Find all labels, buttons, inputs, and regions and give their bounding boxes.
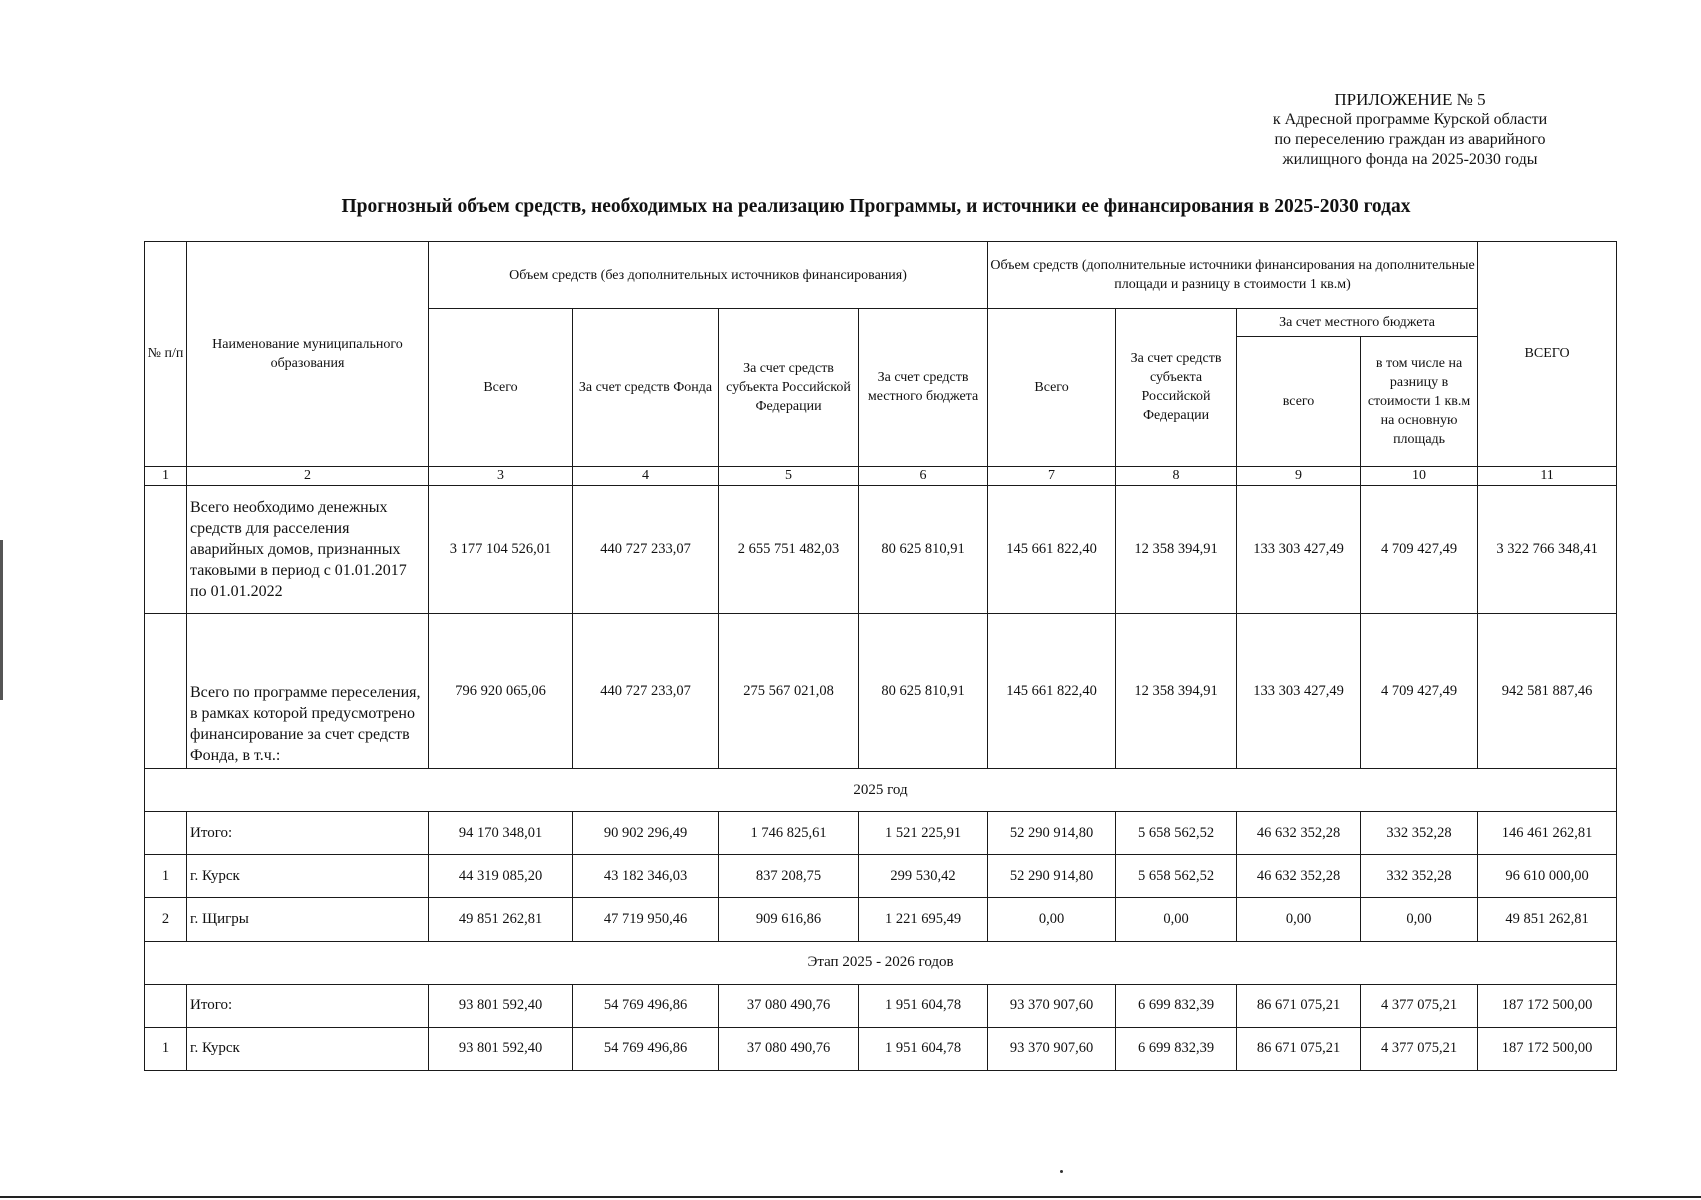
- value-cell: 332 352,28: [1361, 812, 1478, 855]
- scan-edge-mark: [0, 540, 3, 700]
- header-g2-local-group: За счет местного бюджета: [1237, 309, 1478, 337]
- value-cell: 54 769 496,86: [573, 1027, 719, 1070]
- header-g1-subject: За счет средств субъекта Российской Федерации: [719, 309, 859, 466]
- table-row: [145, 1027, 1617, 1070]
- value-cell: 94 170 348,01: [429, 812, 573, 855]
- value-cell: 942 581 887,46: [1478, 613, 1617, 768]
- value-cell: 0,00: [1361, 898, 1478, 941]
- column-number: 2: [187, 466, 429, 485]
- value-cell: 187 172 500,00: [1478, 984, 1617, 1027]
- value-cell: 4 709 427,49: [1361, 485, 1478, 613]
- value-cell: 12 358 394,91: [1116, 613, 1237, 768]
- header-g2-local-diff: в том числе на разницу в стоимости 1 кв.м на основную площадь: [1361, 337, 1478, 466]
- row-number: [145, 485, 187, 613]
- value-cell: 0,00: [1237, 898, 1361, 941]
- document-title: Прогнозный объем средств, необходимых на реализацию Программы, и источники ее финансирования в 2025-2030 годах: [341, 196, 1411, 217]
- page-bottom-edge: [0, 1196, 1701, 1198]
- value-cell: 90 902 296,49: [573, 812, 719, 855]
- value-cell: 133 303 427,49: [1237, 613, 1361, 768]
- value-cell: 187 172 500,00: [1478, 1027, 1617, 1070]
- value-cell: 837 208,75: [719, 855, 859, 898]
- value-cell: 0,00: [1116, 898, 1237, 941]
- value-cell: 93 801 592,40: [429, 1027, 573, 1070]
- value-cell: 0,00: [988, 898, 1116, 941]
- value-cell: 6 699 832,39: [1116, 984, 1237, 1027]
- row-number: [145, 984, 187, 1027]
- value-cell: 80 625 810,91: [859, 485, 988, 613]
- row-number: 1: [145, 1027, 187, 1070]
- value-cell: 93 801 592,40: [429, 984, 573, 1027]
- table-row: [145, 898, 1617, 941]
- value-cell: 133 303 427,49: [1237, 485, 1361, 613]
- header-g1-total: Всего: [429, 309, 573, 466]
- row-name: Всего необходимо денежных средств для расселения аварийных домов, признанных таковыми в период с 01.01.2017 по 01.01.2022: [187, 485, 429, 613]
- column-number: 5: [719, 466, 859, 485]
- value-cell: 440 727 233,07: [573, 613, 719, 768]
- value-cell: 93 370 907,60: [988, 984, 1116, 1027]
- value-cell: 1 221 695,49: [859, 898, 988, 941]
- value-cell: 1 951 604,78: [859, 1027, 988, 1070]
- value-cell: 1 521 225,91: [859, 812, 988, 855]
- header-g2-subject: За счет средств субъекта Российской Федерации: [1116, 309, 1237, 466]
- section-title: 2025 год: [145, 769, 1617, 812]
- header-total: ВСЕГО: [1478, 242, 1617, 467]
- section-row: [145, 769, 1617, 812]
- value-cell: 12 358 394,91: [1116, 485, 1237, 613]
- column-number: 1: [145, 466, 187, 485]
- row-name: Итого:: [187, 812, 429, 855]
- value-cell: 146 461 262,81: [1478, 812, 1617, 855]
- value-cell: 5 658 562,52: [1116, 855, 1237, 898]
- summary-row: [145, 485, 1617, 613]
- column-number: 11: [1478, 466, 1617, 485]
- appendix-line: по переселению граждан из аварийного: [1274, 131, 1546, 148]
- value-cell: 796 920 065,06: [429, 613, 573, 768]
- column-number-row: [145, 466, 1617, 485]
- value-cell: 43 182 346,03: [573, 855, 719, 898]
- value-cell: 47 719 950,46: [573, 898, 719, 941]
- row-name: Итого:: [187, 984, 429, 1027]
- appendix-line: к Адресной программе Курской области: [1272, 111, 1548, 128]
- value-cell: 46 632 352,28: [1237, 855, 1361, 898]
- value-cell: 145 661 822,40: [988, 613, 1116, 768]
- header-g1-fund: За счет средств Фонда: [573, 309, 719, 466]
- appendix-header: [1240, 90, 1580, 170]
- value-cell: 54 769 496,86: [573, 984, 719, 1027]
- value-cell: 52 290 914,80: [988, 812, 1116, 855]
- table-row: [145, 984, 1617, 1027]
- section-row: [145, 941, 1617, 984]
- row-name: г. Щигры: [187, 898, 429, 941]
- column-number: 10: [1361, 466, 1478, 485]
- header-group-main: Объем средств (без дополнительных источников финансирования): [429, 242, 988, 309]
- section-title: Этап 2025 - 2026 годов: [145, 941, 1617, 984]
- value-cell: 299 530,42: [859, 855, 988, 898]
- value-cell: 49 851 262,81: [429, 898, 573, 941]
- value-cell: 86 671 075,21: [1237, 984, 1361, 1027]
- value-cell: 4 377 075,21: [1361, 984, 1478, 1027]
- header-name: Наименование муниципального образования: [187, 242, 429, 467]
- value-cell: 440 727 233,07: [573, 485, 719, 613]
- value-cell: 37 080 490,76: [719, 984, 859, 1027]
- row-number: [145, 812, 187, 855]
- value-cell: 96 610 000,00: [1478, 855, 1617, 898]
- value-cell: 145 661 822,40: [988, 485, 1116, 613]
- header-num: № п/п: [145, 242, 187, 467]
- value-cell: 3 177 104 526,01: [429, 485, 573, 613]
- value-cell: 86 671 075,21: [1237, 1027, 1361, 1070]
- row-name: г. Курск: [187, 1027, 429, 1070]
- column-number: 3: [429, 466, 573, 485]
- summary-row: [145, 613, 1617, 768]
- header-g2-local-all: всего: [1237, 337, 1361, 466]
- financing-table: [144, 241, 1617, 1071]
- value-cell: 4 377 075,21: [1361, 1027, 1478, 1070]
- value-cell: 909 616,86: [719, 898, 859, 941]
- value-cell: 49 851 262,81: [1478, 898, 1617, 941]
- appendix-number: ПРИЛОЖЕНИЕ № 5: [1334, 90, 1486, 109]
- value-cell: 1 746 825,61: [719, 812, 859, 855]
- row-name: г. Курск: [187, 855, 429, 898]
- value-cell: 93 370 907,60: [988, 1027, 1116, 1070]
- row-name: Всего по программе переселения, в рамках которой предусмотрено финансирование за счет средств Фонда, в т.ч.:: [187, 613, 429, 768]
- value-cell: 37 080 490,76: [719, 1027, 859, 1070]
- header-g1-local: За счет средств местного бюджета: [859, 309, 988, 466]
- value-cell: 275 567 021,08: [719, 613, 859, 768]
- column-number: 8: [1116, 466, 1237, 485]
- column-number: 6: [859, 466, 988, 485]
- column-number: 7: [988, 466, 1116, 485]
- value-cell: 44 319 085,20: [429, 855, 573, 898]
- appendix-line: жилищного фонда на 2025-2030 годы: [1282, 151, 1538, 168]
- value-cell: 4 709 427,49: [1361, 613, 1478, 768]
- value-cell: 3 322 766 348,41: [1478, 485, 1617, 613]
- value-cell: 46 632 352,28: [1237, 812, 1361, 855]
- table-row: [145, 812, 1617, 855]
- value-cell: 332 352,28: [1361, 855, 1478, 898]
- table-row: [145, 855, 1617, 898]
- column-number: 4: [573, 466, 719, 485]
- value-cell: 52 290 914,80: [988, 855, 1116, 898]
- row-number: 2: [145, 898, 187, 941]
- value-cell: 2 655 751 482,03: [719, 485, 859, 613]
- value-cell: 80 625 810,91: [859, 613, 988, 768]
- value-cell: 5 658 562,52: [1116, 812, 1237, 855]
- column-number: 9: [1237, 466, 1361, 485]
- header-group-additional: Объем средств (дополнительные источники финансирования на дополнительные площади и разницу в стоимости 1 кв.м): [988, 242, 1478, 309]
- header-g2-total: Всего: [988, 309, 1116, 466]
- value-cell: 1 951 604,78: [859, 984, 988, 1027]
- row-number: [145, 613, 187, 768]
- value-cell: 6 699 832,39: [1116, 1027, 1237, 1070]
- scan-dot: [1060, 1170, 1063, 1173]
- row-number: 1: [145, 855, 187, 898]
